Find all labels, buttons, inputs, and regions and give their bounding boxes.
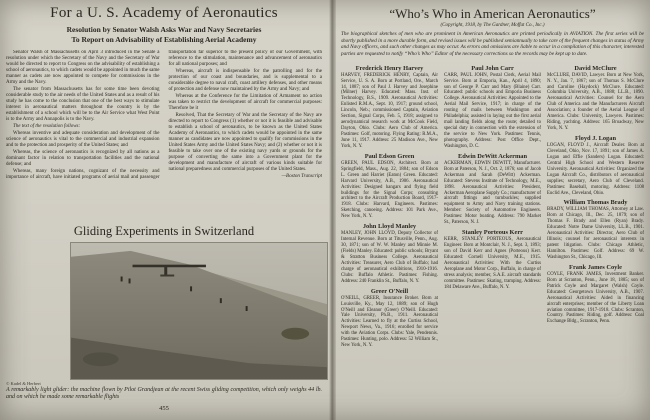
glider-photo-image	[70, 242, 328, 380]
bio-column-2	[444, 62, 541, 405]
resolution-paragraph: Whereas, aircraft is indispensable for the patrolling and for the protection of our coast and boundaries, and is supplemental to a considerable degree to naval craft, coast artillery defenses, and other means of protection and defense now maintained by the Army and Navy; and	[168, 68, 322, 92]
glider-photo	[70, 242, 328, 380]
page-gutter	[329, 0, 336, 420]
bio-text: O'NEILL, GREER, Insurance Broker. Born at Louisville, Ky., May 12, 1889; son of Hugh O'Neill and Eleanor (Greer) O'Neill. Educated: Yale University, Ph.B., 1911. Aeronautical Activities: Learned to fly at the Curtiss School, Newport News, Va., 1916; enrolled for service with the Aviation Corps. Clubs: Yale, Pendennis. Pastimes: Hunting, polo. Address: 52 William St., New York, N. Y.	[341, 295, 438, 349]
bio-column-3	[547, 62, 644, 405]
article-body	[6, 50, 322, 220]
bio-name: Greer O'Neill	[370, 287, 409, 295]
photo-shrub	[83, 352, 119, 366]
bio-text: GREEN, PAUL EDSON, Architect. Born at Springfield, Mass., Aug. 22, 1884; son of Edson L. Green and Harriet (Eaton) Green. Educated: Harvard University, A.B., 1906. Aeronautical Activities: Designed hangars and flying field buildings for the Signal Corps; consulting architect to the Aircraft Production Board, 1917-1918. Clubs: Harvard, Engineers. Pastimes: Sketching, canoeing. Address: 101 Park Ave., New York, N. Y.	[341, 160, 438, 220]
bio-name: John Lloyd Manley	[362, 223, 417, 231]
resolution-paragraph: Resolved, That the Secretary of War and the Secretary of the Navy are directed to report to Congress (1) whether or not it is feasible and advisable to establish a school of aeronautics, to be known as the United States Academy of Aeronautics, to which cadets would be appointed in the same manner as candidates are now appointed to qualify for commissions in the United States Army and the United States Navy; and (2) whether or not it is feasible to take over one of the existing navy yards or grounds for the purpose of converting the same into a Government plant for the development and manufacture of aircraft of various kinds suitable for national preparedness and commercial purposes of the United States.	[168, 112, 322, 172]
resolution-paragraph: Whereas, many foreign nations, cognizant of the necessity and importance of aircraft, have initiated programs of aerial mail and passenger transportation far superior to the present policy of our Government, with reference to the stimulation, maintenance and advancement of aeronautics for all national purposes; and	[6, 49, 322, 180]
resolution-paragraph: Whereas inventive and adequate consideration and development of the science of aeronautics is vital to the commercial and industrial expansion and to the protection and prosperity of the United States; and	[6, 130, 160, 148]
bio-entry	[341, 153, 438, 220]
photo-shrub	[281, 327, 309, 339]
bio-entry	[547, 65, 644, 132]
resolution-paragraph: Whereas at the Conference for the Limitation of Armament no action was taken to restrict the development of aircraft for commercial purposes: Therefore be it	[168, 93, 322, 111]
bio-entry	[444, 65, 541, 150]
bio-name: Paul John Carr	[471, 64, 514, 72]
bio-text: McCLURE, DAVID, Lawyer. Born at New York, N. Y., Jan. 7, 1867; son of Thomas S. McClure and Caroline (Haydock) McClure. Educated: Columbia University, A.B., 1888; LL.B., 1890. Aeronautical Activities: Counsel for the Aero Club of America and the Manufacturers Aircraft Association; a founder of the Aerial League of America. Clubs: University, Lawyers. Pastimes: Riding, yachting. Address: 165 Broadway, New York, N. Y.	[547, 72, 644, 132]
gliding-heading: Gliding Experiments in Switzerland	[73, 223, 255, 238]
resolution-paragraph: Whereas, the science of aeronautics is recognized by all nations as a dominant factor in relation to transportation facilities and the national defense; and	[6, 149, 160, 167]
bio-name: Stanley Porteous Kerr	[461, 229, 524, 237]
article-subtitle	[6, 25, 322, 45]
bio-entry	[547, 135, 644, 196]
bio-column-1	[341, 62, 438, 405]
bio-name: William Thomas Brady	[563, 199, 628, 207]
bio-entry	[547, 264, 644, 325]
right-page	[336, 0, 650, 420]
bio-name: Paul Edson Green	[364, 152, 415, 160]
bio-text: ACKERMAN, EDWIN DEWITT, Manufacturer. Born at Paterson, N. J., Oct. 2, 1876; son of Jacob Ackerman and Sarah (DeWitt) Ackerman. Educated: Stevens Institute of Technology, M.E., 1898. Aeronautical Activities: President, Ackerman Aeroplane Supply Co.; manufacturer of aircraft fittings and turnbuckles; supplied equipment to Army and Navy training stations. Member: Society of Automotive Engineers. Pastimes: Motor boating. Address: 790 Market St., Paterson, N. J.	[444, 160, 541, 226]
whos-who-title: “Who’s Who in American Aeronautics”	[389, 6, 596, 21]
article-paragraph: The senator from Massachusetts has for some time been devoting considerable study to the air needs of the United States and as a result of his study he has come to the conclusion that one of the best ways to stimulate interest in aeronautical matters throughout the country is by the establishment of a school which will be to the Air Service what West Point is to the Army and Annapolis is to the Navy.	[6, 86, 160, 122]
bio-text: CARR, PAUL JOHN, Postal Clerk, Aerial Mail Service. Born at Emporia, Kan., April 4, 1890; son of George P. Carr and Mary (Blaine) Carr. Educated: public schools and Emporia Business College. Aeronautical Activities: Appointed to the Aerial Mail Service, 1917; in charge of the routing of mails between Washington and Philadelphia; assisted in laying out the first aerial mail landing fields along the route; detailed to special duty in connection with the extension of the service to New York. Pastimes: Tennis, photography. Address: Post Office Dept., Washington, D. C.	[444, 72, 541, 149]
bio-text: HARVEY, FREDERICK HENRY, Captain, Air Service, U. S. A. Born at Portland, Ore., March 14, 1887; son of Paul J. Harvey and Josephine (Milner) Harvey. Educated: Mass. Inst. of Technology, B.S., 1909. Aeronautical Activities: Enlisted R.M.A., Sept. 10, 1917; ground school, Lincoln, Neb.; commissioned Captain, Aviation Section, Signal Corps, Feb. 5, 1918; assigned to aerodynamical research work at McCook Field, Dayton, Ohio. Clubs: Aero Club of America. Pastimes: Golf, motoring. Flying Rating: R.M.A., June 11, 1917. Address: 25 Madison Ave., New York, N. Y.	[341, 72, 438, 149]
bio-entry	[444, 229, 541, 290]
bio-text: LOGAN, FLOYD J., Aircraft Dealer. Born at Cleveland, Ohio, Nov. 17, 1891; son of James A. Logan and Effie (Sanders) Logan. Educated: Central High School and Western Reserve University. Aeronautical Activities: Organized the Logan Aircraft Co., distributors of aeronautical supplies; secretary, Aero Club of Cleveland. Pastimes: Baseball, motoring. Address: 1108 Euclid Ave., Cleveland, Ohio.	[547, 143, 644, 196]
bio-text: MANLEY, JOHN LLOYD, Deputy Collector of Internal Revenue. Born at Titusville, Penn., Aug. 30, 1871; son of W. W. Manley and Minnie M. (Fields) Manley. Educated: public schools; Bryant & Stratton Business College. Aeronautical Activities: Treasurer, Aero Club of Buffalo; had charge of aeronautical exhibitions, 1910-1916. Clubs: Buffalo Athletic. Pastimes: Fishing. Address: 240 Franklin St., Buffalo, N. Y.	[341, 231, 438, 284]
bio-name: Frederick Henry Harvey	[355, 64, 424, 72]
photo-credit: © Kadel & Herbert	[6, 380, 41, 386]
bio-name: Floyd J. Logan	[574, 135, 616, 142]
bio-entry	[341, 223, 438, 284]
bio-name: Frank James Coyle	[569, 263, 622, 271]
bio-name: Edwin DeWitt Ackerman	[457, 152, 528, 160]
bio-entry	[341, 288, 438, 349]
bio-name: David McClure	[574, 64, 617, 72]
bio-text: BRADY, WILLIAM THOMAS, Attorney at Law. Born at Chicago, Ill., Dec. 25, 1879; son of Thomas F. Brady and Ellen (Ryan) Brady. Educated: Notre Dame University, LL.B., 1901. Aeronautical Activities: Director, Aero Club of Illinois; counsel for aeronautical interests in patent litigation. Clubs: Chicago Athletic, Hamilton. Pastimes: Golf. Address: 69 W. Washington St., Chicago, Ill.	[547, 207, 644, 260]
copyright-line: (Copyright, 1918, by The Gardner, Moffat Co., Inc.)	[440, 23, 545, 28]
bio-entry	[444, 153, 541, 226]
bio-entry	[341, 65, 438, 150]
intro-paragraph: The biographical sketches of men who are prominent in American Aeronautics are printed periodically in AVIATION. The first series will be shortly published in a more durable form, and revised issues will be published semiannually to take care of the frequent changes in status of Army and Navy officers, and such other changes as may occur. As errors and omissions are liable to occur in a compilation of this character, interested parties are requested to notify “Who’s Who” Editor of the necessary corrections so the records may be kept up to date.	[341, 31, 645, 57]
page-number: 455	[159, 405, 169, 413]
bio-text: COYLE, FRANK JAMES, Investment Banker. Born at Scranton, Penn., June 18, 1885; son of Patrick Coyle and Margaret (Walsh) Coyle. Educated: Georgetown University, A.B., 1907. Aeronautical Activities: Aided in financing aircraft enterprises; member of the Liberty Loan aviation committee, 1917-1918. Clubs: Scranton, Country. Pastimes: Riding, golf. Address: Coal Exchange Bldg., Scranton, Penn.	[547, 271, 644, 325]
article-subtitle-line1: Resolution by Senator Walsh Asks War and Navy Secretaries	[66, 25, 262, 34]
article-subtitle-line2: To Report on Advisability of Establishing Aerial Academy	[71, 34, 257, 44]
article-title: For a U. S. Academy of Aeronautics	[50, 5, 278, 21]
resolution-lead: The text of the resolution follows:	[13, 123, 81, 129]
photo-caption: A remarkably light glider: the machine flown by Pilot Grandjean at the recent Swiss gliding competition, which only weighs 44 lb. and on which he made some remarkable flights	[6, 386, 322, 401]
bio-entry	[547, 199, 644, 260]
article-paragraph: Senator Walsh of Massachusetts on April 3 introduced in the Senate a resolution under which the Secretary of the Navy and the Secretary of War would be directed to report to Congress on the advisability of establishing a school of aeronautics, to which cadets would be appointed in much the same manner as cadets are now appointed to compete for commissions in the Army and the Navy.	[6, 49, 160, 85]
bio-columns	[341, 62, 644, 405]
closing-credit: —Boston Transcript	[281, 173, 322, 179]
bio-text: KERR, STANLEY PORTEOUS, Aeronautical Engineer. Born at Montclair, N. J., Sept. 3, 1893; son of David Kerr and Agnes (Porteous) Kerr. Educated: Cornell University, M.E., 1915. Aeronautical Activities: With the Curtiss Aeroplane and Motor Corp., Buffalo, in charge of stress analysis; member, S.A.E. aircraft standards committee. Pastimes: Skating, tramping. Address: 184 Delaware Ave., Buffalo, N. Y.	[444, 237, 541, 290]
